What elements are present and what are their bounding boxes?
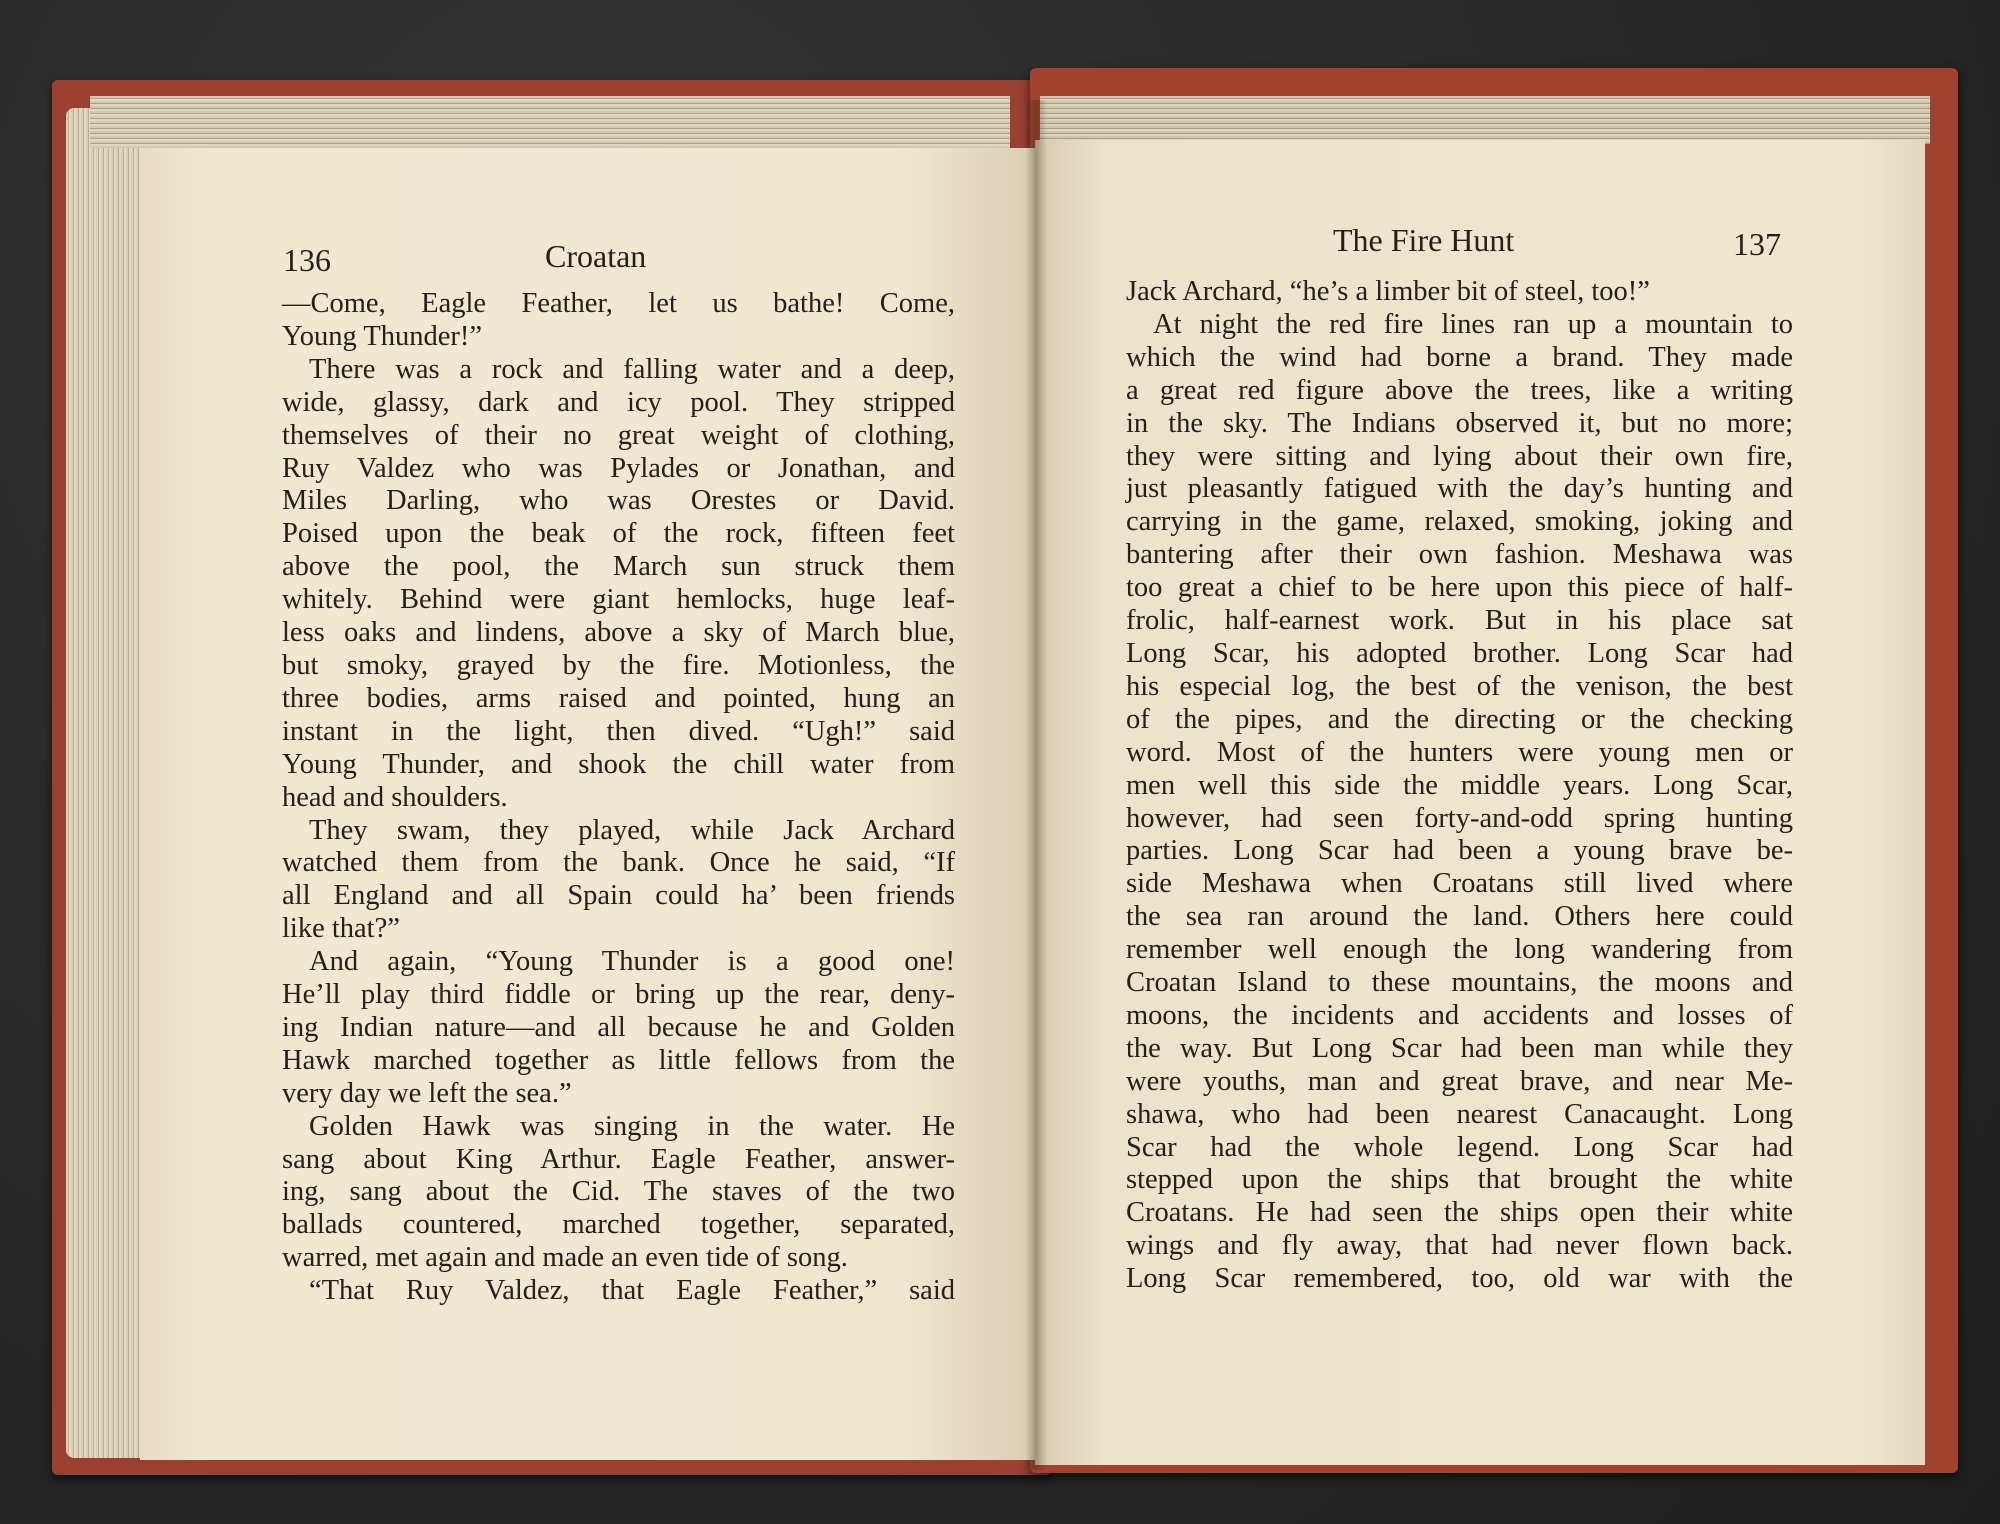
text-line: above the pool, the March sun struck them	[282, 551, 955, 583]
paragraph	[282, 288, 955, 354]
text-line: sang about King Arthur. Eagle Feather, answer-	[282, 1143, 955, 1175]
text-line: too great a chief to be here upon this piece of half-	[1126, 572, 1793, 604]
text-line: stepped upon the ships that brought the white	[1126, 1164, 1793, 1196]
text-line: wings and fly away, that had never flown back.	[1126, 1230, 1793, 1262]
text-line: side Meshawa when Croatans still lived where	[1126, 868, 1793, 900]
text-line: Young Thunder, and shook the chill water from	[282, 748, 955, 780]
text-line: shawa, who had been nearest Canacaught. Long	[1126, 1098, 1793, 1130]
text-line: Scar had the whole legend. Long Scar had	[1126, 1131, 1793, 1163]
paragraph	[282, 815, 955, 947]
text-line: bantering after their own fashion. Meshawa was	[1126, 539, 1793, 571]
page-edges-top-right	[1040, 96, 1930, 144]
text-line: just pleasantly fatigued with the day’s hunting and	[1126, 473, 1793, 505]
text-line: all England and all Spain could ha’ been friends	[282, 880, 955, 912]
text-line: watched them from the bank. Once he said, “If	[282, 847, 955, 879]
text-line: Croatans. He had seen the ships open their white	[1126, 1197, 1793, 1229]
page-edges-top-left	[90, 96, 1010, 148]
text-line: ing, sang about the Cid. The staves of the two	[282, 1176, 955, 1208]
text-line: warred, met again and made an even tide of song.	[282, 1242, 848, 1274]
text-line: Golden Hawk was singing in the water. He	[309, 1110, 955, 1142]
text-line: remember well enough the long wandering from	[1126, 934, 1793, 966]
running-head-right: The Fire Hunt	[1333, 222, 1515, 258]
running-head-left: Croatan	[545, 238, 647, 274]
text-line: Poised upon the beak of the rock, fifteen feet	[282, 518, 955, 550]
paragraph	[282, 1275, 955, 1308]
text-line: however, had seen forty-and-odd spring hunting	[1126, 802, 1793, 834]
text-line: He’ll play third fiddle or bring up the rear, deny-	[282, 979, 955, 1011]
text-line: Long Scar remembered, too, old war with the	[1126, 1263, 1793, 1295]
text-line: moons, the incidents and accidents and losses of	[1126, 999, 1793, 1031]
text-line: they were sitting and lying about their own fire,	[1126, 440, 1793, 472]
text-line: Ruy Valdez who was Pylades or Jonathan, and	[282, 452, 955, 484]
text-line: Long Scar, his adopted brother. Long Scar had	[1126, 637, 1793, 669]
text-line: very day we left the sea.”	[282, 1077, 572, 1109]
text-line: instant in the light, then dived. “Ugh!” said	[282, 715, 955, 747]
right-page-text	[1126, 276, 1793, 1296]
text-line: At night the red fire lines ran up a mountain to	[1153, 308, 1793, 340]
text-line: of the pipes, and the directing or the checking	[1126, 703, 1793, 735]
text-line: carrying in the game, relaxed, smoking, joking and	[1126, 506, 1793, 538]
page-number-left: 136	[283, 242, 331, 278]
text-line: three bodies, arms raised and pointed, hung an	[282, 682, 955, 714]
text-line: like that?”	[282, 913, 400, 945]
text-line: There was a rock and falling water and a deep,	[309, 353, 955, 385]
text-line: Hawk marched together as little fellows from the	[282, 1044, 955, 1076]
paragraph	[282, 354, 955, 815]
text-line: parties. Long Scar had been a young brave be-	[1126, 835, 1793, 867]
text-line: And again, “Young Thunder is a good one!	[309, 946, 955, 978]
text-line: which the wind had borne a brand. They made	[1126, 341, 1793, 373]
text-line: Young Thunder!”	[282, 320, 483, 352]
text-line: ing Indian nature—and all because he and Golden	[282, 1011, 955, 1043]
text-line: Miles Darling, who was Orestes or David.	[282, 485, 955, 517]
text-line: in the sky. The Indians observed it, but no more;	[1126, 407, 1793, 439]
text-line: wide, glassy, dark and icy pool. They stripped	[282, 386, 955, 418]
paragraph	[282, 946, 955, 1111]
text-line: but smoky, grayed by the fire. Motionless, the	[282, 649, 955, 681]
text-line: word. Most of the hunters were young men or	[1126, 736, 1793, 768]
text-line: a great red figure above the trees, like a writing	[1126, 374, 1793, 406]
text-line: the sea ran around the land. Others here could	[1126, 901, 1793, 933]
text-line: frolic, half-earnest work. But in his place sat	[1126, 605, 1793, 637]
text-line: men well this side the middle years. Long Scar,	[1126, 769, 1793, 801]
left-page-text	[282, 288, 955, 1308]
text-line: “That Ruy Valdez, that Eagle Feather,” said	[309, 1275, 955, 1307]
text-line: were youths, man and great brave, and near Me-	[1126, 1065, 1793, 1097]
text-line: the way. But Long Scar had been man while they	[1126, 1032, 1793, 1064]
paragraph	[1126, 276, 1793, 309]
paragraph	[282, 1111, 955, 1276]
text-line: Jack Archard, “he’s a limber bit of steel, too!”	[1126, 276, 1650, 307]
text-line: Croatan Island to these mountains, the moons and	[1126, 967, 1793, 999]
text-line: his especial log, the best of the venison, the best	[1126, 670, 1793, 702]
book-gutter	[1025, 100, 1047, 1470]
text-line: ballads countered, marched together, separated,	[282, 1209, 955, 1241]
paragraph	[1126, 309, 1793, 1296]
text-line: —Come, Eagle Feather, let us bathe! Come,	[282, 288, 955, 319]
text-line: whitely. Behind were giant hemlocks, huge leaf-	[282, 584, 955, 616]
page-number-right: 137	[1733, 226, 1781, 262]
text-line: They swam, they played, while Jack Archard	[309, 814, 955, 846]
text-line: head and shoulders.	[282, 781, 508, 813]
text-line: themselves of their no great weight of clothing,	[282, 419, 955, 451]
text-line: less oaks and lindens, above a sky of March blue,	[282, 617, 955, 649]
